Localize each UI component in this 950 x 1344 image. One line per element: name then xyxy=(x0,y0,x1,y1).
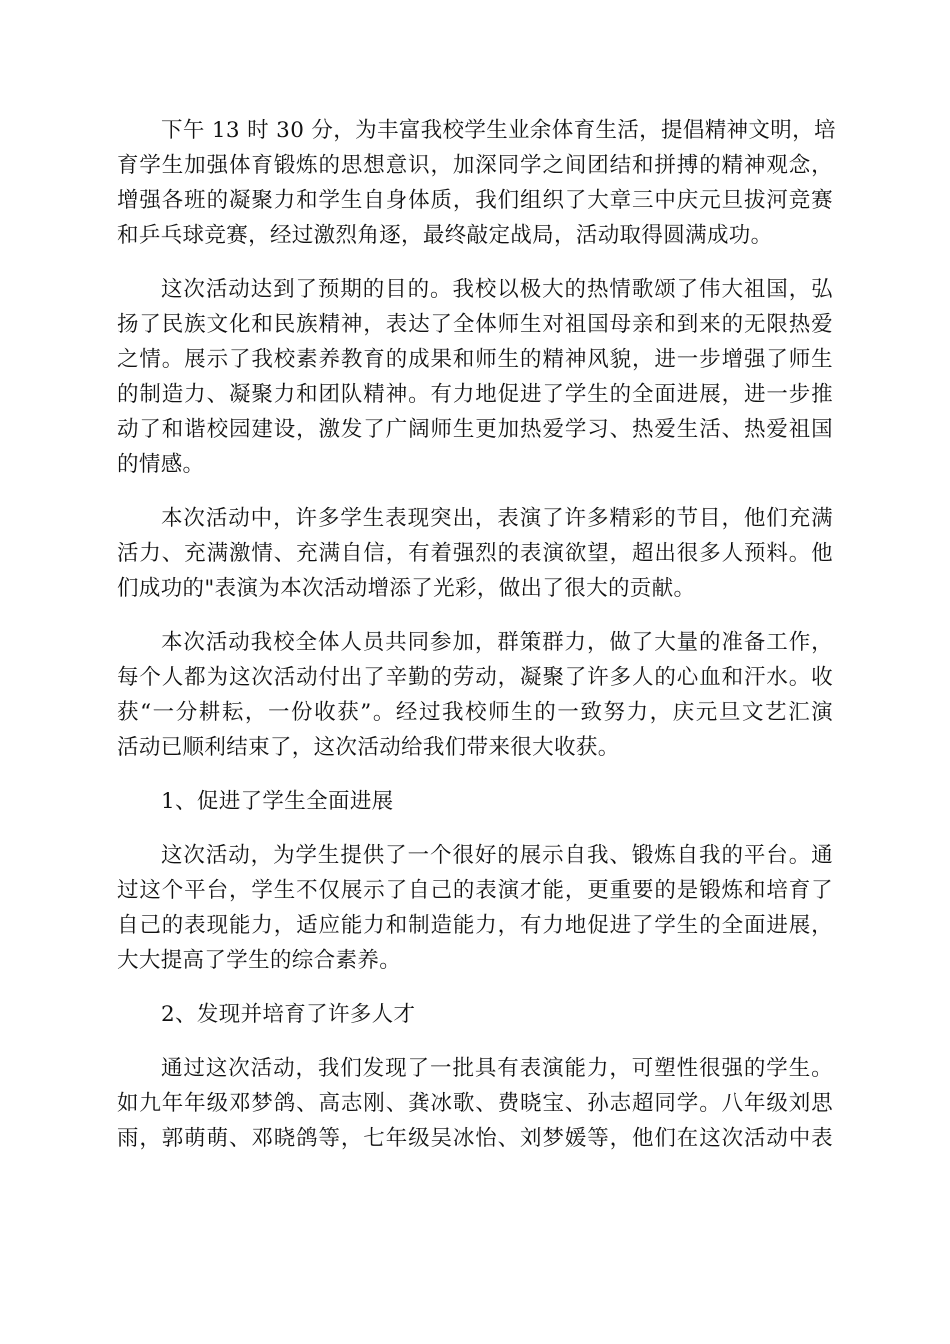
text-line: 如九年年级邓梦鸽、高志刚、龚冰歌、费晓宝、孙志超同学。八年级刘思 xyxy=(117,1091,833,1116)
heading-text: 1、促进了学生全面进展 xyxy=(161,789,394,814)
text-line: 活动已顺利结束了，这次活动给我们带来很大收获。 xyxy=(117,735,620,760)
section-heading-2 xyxy=(117,997,833,1032)
paragraph-student-performance xyxy=(117,501,833,606)
paragraph-event-intro xyxy=(117,113,836,253)
text-line: 这次活动达到了预期的目的。我校以极大的热情歌颂了伟大祖国，弘 xyxy=(161,277,833,302)
text-line: 活力、充满激情、充满自信，有着强烈的表演欲望，超出很多人预料。他 xyxy=(117,541,833,566)
text-line: 增强各班的凝聚力和学生自身体质，我们组织了大章三中庆元旦拔河竞赛 xyxy=(117,188,833,213)
text-line: 的制造力、凝聚力和团队精神。有力地促进了学生的全面进展，进一步推 xyxy=(117,382,833,407)
text-line: 动了和谐校园建设，激发了广阔师生更加热爱学习、热爱生活、热爱祖国 xyxy=(117,417,833,442)
text-line: 本次活动我校全体人员共同参加，群策群力，做了大量的准备工作， xyxy=(161,630,833,655)
section-heading-1 xyxy=(117,784,833,819)
text-line: 获“一分耕耘，一份收获”。经过我校师生的一致努力，庆元旦文艺汇演 xyxy=(117,700,833,725)
text-line: 之情。展示了我校素养教育的成果和师生的精神风貌，进一步增强了师生 xyxy=(117,347,833,372)
text-line: 育学生加强体育锻炼的思想意识，加深同学之间团结和拼搏的精神观念， xyxy=(117,153,833,178)
text-line: 们成功的"表演为本次活动增添了光彩，做出了很大的贡献。 xyxy=(117,576,696,601)
text-line: 和乒乓球竞赛，经过激烈角逐，最终敲定战局，活动取得圆满成功。 xyxy=(117,223,773,248)
text-line: 过这个平台，学生不仅展示了自己的表演才能，更重要的是锻炼和培育了 xyxy=(117,878,833,903)
paragraph-comprehensive-growth xyxy=(117,838,833,978)
text-line: 自己的表现能力，适应能力和制造能力，有力地促进了学生的全面进展， xyxy=(117,913,833,938)
text-line: 通过这次活动，我们发现了一批具有表演能力，可塑性很强的学生。 xyxy=(161,1056,833,1081)
document-body xyxy=(117,113,836,1175)
paragraph-talent-discovery xyxy=(117,1051,833,1156)
text-line: 本次活动中，许多学生表现突出，表演了许多精彩的节目，他们充满 xyxy=(161,506,833,531)
heading-text: 2、发现并培育了许多人才 xyxy=(161,1002,416,1027)
text-line: 大大提高了学生的综合素养。 xyxy=(117,948,402,973)
text-line: 的情感。 xyxy=(117,452,205,477)
paragraph-goals-achieved xyxy=(117,272,833,482)
text-line: 扬了民族文化和民族精神，表达了全体师生对祖国母亲和到来的无限热爱 xyxy=(117,312,833,337)
paragraph-participation xyxy=(117,625,833,765)
text-line: 每个人都为这次活动付出了辛勤的劳动，凝聚了许多人的心血和汗水。收 xyxy=(117,665,833,690)
text-line: 雨，郭萌萌、邓晓鸽等，七年级吴冰怡、刘梦媛等，他们在这次活动中表 xyxy=(117,1126,833,1151)
text-line: 这次活动，为学生提供了一个很好的展示自我、锻炼自我的平台。通 xyxy=(161,843,833,868)
text-line: 下午 13 时 30 分，为丰富我校学生业余体育生活，提倡精神文明，培 xyxy=(161,118,836,143)
